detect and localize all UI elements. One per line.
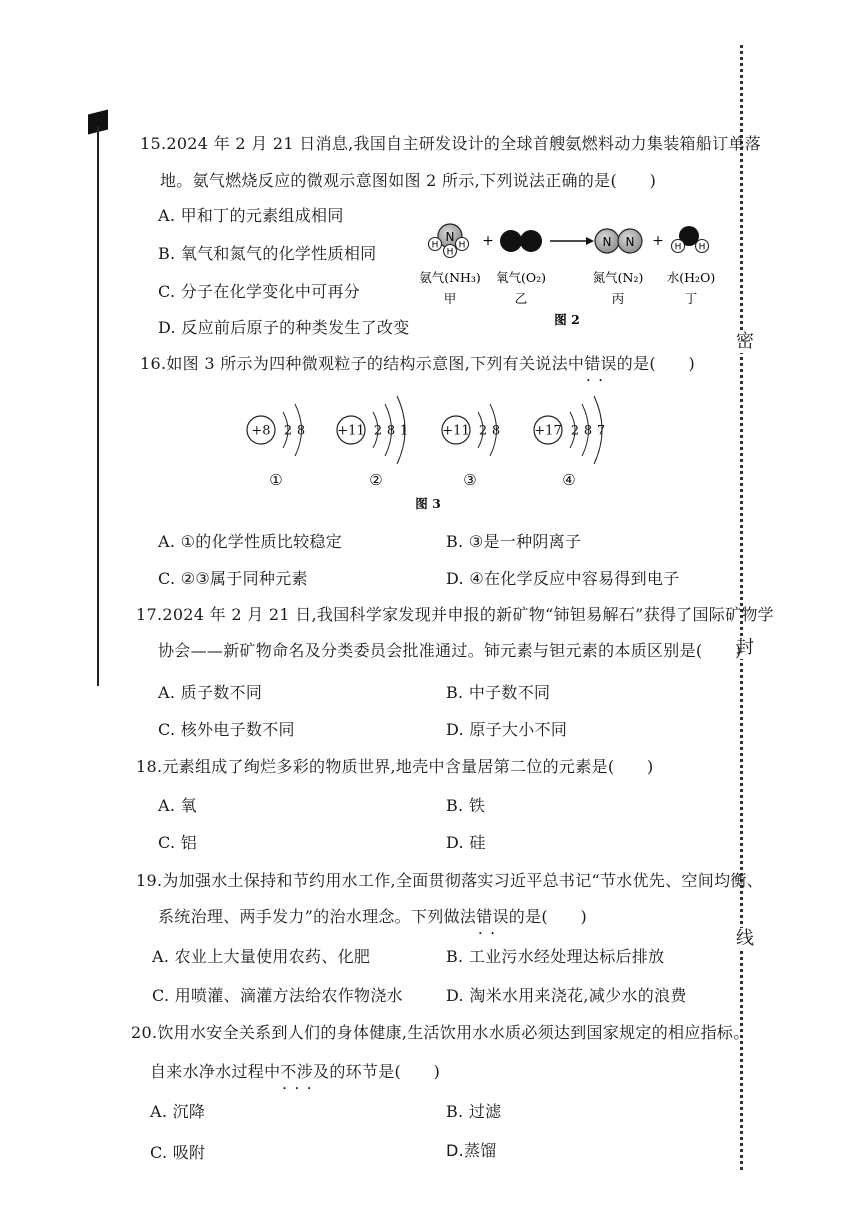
- q17-stem-line1: 17.2024 年 2 月 21 日,我国科学家发现并申报的新矿物“铈钽易解石”获得了国际矿物学: [136, 605, 774, 624]
- ammonia-molecule: [429, 224, 469, 258]
- q19-stem-emphasis: 错误 • •: [476, 907, 509, 927]
- q19-option-c: C. 用喷灌、滴灌方法给农作物浇水: [152, 986, 403, 1005]
- atom-n: N: [602, 235, 612, 249]
- q15-stem-line2: 地。氨气燃烧反应的微观示意图如图 2 所示,下列说法正确的是( ): [160, 171, 657, 190]
- atom-h: H: [458, 240, 466, 251]
- q16-stem-emphasis: 错误 • •: [584, 354, 617, 374]
- particle-2-shell-2: 8: [386, 423, 396, 439]
- particle-3-shell-1: 2: [478, 423, 488, 439]
- q16-stem-post: 的是( ): [616, 354, 696, 373]
- q15-option-c: C. 分子在化学变化中可再分: [158, 282, 361, 301]
- q19-stem-line2: [158, 907, 587, 927]
- q19-option-d: D. 淘米水用来浇花,减少水的浪费: [446, 986, 687, 1005]
- atom-h: H: [698, 242, 706, 253]
- q20-option-c: C. 吸附: [150, 1143, 206, 1162]
- species-tag-ding: 丁: [684, 291, 698, 306]
- q19-stem-line1: 19.为加强水土保持和节约用水工作,全面贯彻落实习近平总书记“节水优先、空间均衡、: [136, 871, 764, 890]
- oxygen-molecule: [500, 230, 542, 252]
- q18-option-b: B. 铁: [446, 796, 486, 815]
- q15-option-b: B. 氧气和氮气的化学性质相同: [158, 244, 377, 263]
- particle-4-shell-2: 8: [583, 423, 593, 439]
- water-molecule: [672, 226, 709, 253]
- species-name-yi: 氧气(O₂): [495, 270, 547, 285]
- q18-option-d: D. 硅: [446, 833, 486, 852]
- species-tag-bing: 丙: [611, 291, 625, 306]
- atom-n: N: [625, 235, 635, 249]
- particle-1-shell-1: 2: [283, 423, 293, 439]
- figure-2-caption: 图 2: [554, 312, 580, 327]
- particle-2-shell-1: 2: [373, 423, 383, 439]
- particle-2-shell-3: 1: [399, 423, 409, 439]
- q16-stem: [140, 354, 695, 374]
- q18-stem: 18.元素组成了绚烂多彩的物质世界,地壳中含量居第二位的元素是( ): [136, 757, 654, 776]
- atom-n: N: [445, 230, 455, 244]
- binding-char-feng: 封: [736, 637, 754, 658]
- q17-stem-line2: 协会——新矿物命名及分类委员会批准通过。铈元素与钽元素的本质区别是( ): [158, 641, 742, 660]
- binding-char-xian: 线: [736, 928, 754, 949]
- left-margin-line: [97, 126, 99, 686]
- q17-option-d: D. 原子大小不同: [446, 720, 568, 739]
- atom-h: H: [446, 247, 454, 258]
- q16-option-c: C. ②③属于同种元素: [158, 569, 308, 588]
- q20-stem-line2: [150, 1062, 440, 1082]
- particle-2-label: ②: [369, 471, 383, 489]
- q20-stem-line2-pre: 自来水净水过程中: [150, 1062, 281, 1081]
- particle-4-label: ④: [562, 471, 576, 489]
- q16-option-d: D. ④在化学反应中容易得到电子: [446, 569, 680, 588]
- q19-stem-line2-post: 的是( ): [508, 907, 588, 926]
- species-name-ding: 水(H₂O): [666, 270, 716, 285]
- q15-option-a: A. 甲和丁的元素组成相同: [158, 206, 344, 225]
- q19-option-b: B. 工业污水经处理达标后排放: [446, 947, 665, 966]
- particle-3-nucleus: +11: [442, 423, 470, 439]
- q17-option-a: A. 质子数不同: [158, 683, 263, 702]
- species-tag-yi: 乙: [514, 291, 528, 306]
- plus-sign: +: [652, 233, 664, 249]
- atom-h: H: [674, 242, 682, 253]
- q19-stem-line2-pre: 系统治理、两手发力”的治水理念。下列做法: [158, 907, 477, 926]
- q17-option-c: C. 核外电子数不同: [158, 720, 295, 739]
- q15-stem-line1: 15.2024 年 2 月 21 日消息,我国自主研发设计的全球首艘氨燃料动力集装箱船订单落: [140, 134, 762, 153]
- q20-option-b: B. 过滤: [446, 1102, 502, 1121]
- q16-stem-pre: 16.如图 3 所示为四种微观粒子的结构示意图,下列有关说法中: [140, 354, 585, 373]
- figure-3-particle-diagrams: [238, 388, 628, 518]
- particle-3-label: ③: [463, 471, 477, 489]
- particle-3-shell-2: 8: [491, 423, 501, 439]
- q16-option-b: B. ③是一种阴离子: [446, 532, 582, 551]
- binding-char-mi: 密: [736, 331, 754, 352]
- q15-option-d: D. 反应前后原子的种类发生了改变: [158, 318, 410, 337]
- species-tag-jia: 甲: [443, 291, 457, 306]
- q17-option-b: B. 中子数不同: [446, 683, 551, 702]
- q19-option-a: A. 农业上大量使用农药、化肥: [152, 947, 371, 966]
- q20-stem-line1: 20.饮用水安全关系到人们的身体健康,生活饮用水水质必须达到国家规定的相应指标。: [131, 1023, 750, 1042]
- q16-option-a: A. ①的化学性质比较稳定: [158, 532, 342, 551]
- q20-stem-line2-post: 的环节是( ): [329, 1062, 441, 1081]
- atom-h: H: [431, 240, 439, 251]
- particle-1-shell-2: 8: [296, 423, 306, 439]
- species-name-jia: 氨气(NH₃): [419, 270, 481, 285]
- particle-2: [337, 396, 408, 489]
- q20-option-a: A. 沉降: [150, 1102, 206, 1121]
- particle-1-nucleus: +8: [251, 423, 271, 439]
- plus-sign: +: [482, 233, 494, 249]
- q20-stem-emphasis: 不涉及 • • •: [280, 1062, 329, 1082]
- particle-4-nucleus: +17: [534, 423, 562, 439]
- q18-option-a: A. 氧: [158, 796, 197, 815]
- particle-2-nucleus: +11: [337, 423, 365, 439]
- particle-3: [442, 404, 500, 489]
- figure-3-caption: 图 3: [415, 496, 441, 511]
- figure-2-reaction-diagram: [410, 212, 730, 332]
- nitrogen-molecule: [595, 229, 642, 253]
- particle-4-shell-3: 7: [596, 423, 606, 439]
- q18-option-c: C. 铝: [158, 833, 198, 852]
- species-name-bing: 氮气(N₂): [592, 270, 644, 285]
- particle-4-shell-1: 2: [570, 423, 580, 439]
- particle-4: [534, 396, 605, 489]
- particle-1: [247, 404, 305, 489]
- particle-1-label: ①: [269, 471, 283, 489]
- q20-option-d: D.蒸馏: [446, 1141, 497, 1160]
